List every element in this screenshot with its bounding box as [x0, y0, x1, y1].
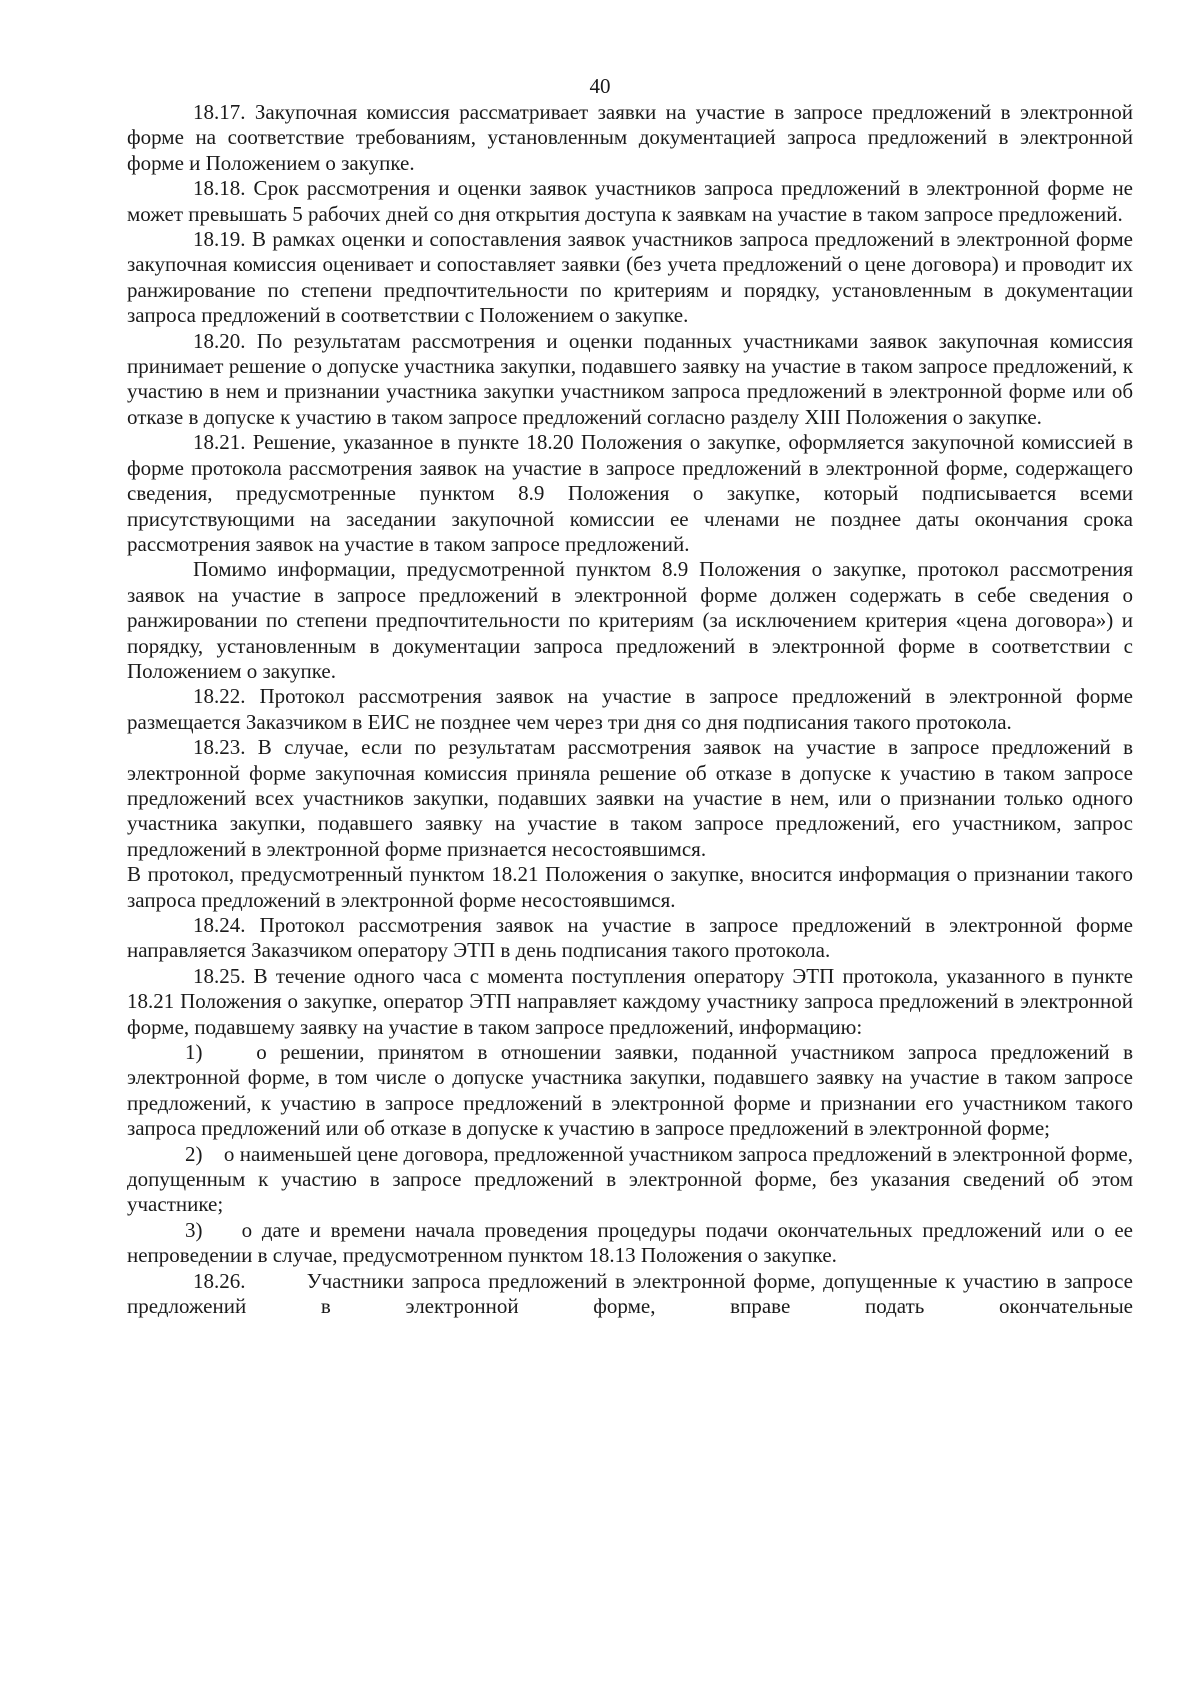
document-body: [127, 100, 1133, 1320]
page-number: 40: [589, 74, 611, 98]
list-item-3: 3) о дате и времени начала проведения процедуры подачи окончательных предложений или о ее непроведении в случае, предусмотренном пунктом 18.13 Положения о закупке.: [127, 1217, 1133, 1268]
paragraph-18-25: 18.25. В течение одного часа с момента поступления оператору ЭТП протокола, указанного в пункте 18.21 Положения о закупке, оператор ЭТП направляет каждому участнику запроса предложений в электронной форме, подавшему заявку на участие в таком запросе предложений, информацию:: [127, 963, 1133, 1039]
paragraph-18-21-addendum: Помимо информации, предусмотренной пунктом 8.9 Положения о закупке, протокол рассмотрения заявок на участие в запросе предложений в электронной форме должен содержать в себе сведения о ранжировании по степени предпочтительности по критериям (за исключением критерия «цена договора») и порядку, установленным в документации запроса предложений в электронной форме в соответствии с Положением о закупке.: [127, 557, 1133, 683]
paragraph-18-18: 18.18. Срок рассмотрения и оценки заявок участников запроса предложений в электронной форме не может превышать 5 рабочих дней со дня открытия доступа к заявкам на участие в таком запросе предложений.: [127, 176, 1133, 226]
paragraph-18-23: 18.23. В случае, если по результатам рассмотрения заявок на участие в запросе предложений в электронной форме закупочная комиссия приняла решение об отказе в допуске к участию в таком запросе предложений всех участников закупки, подавших заявки на участие в нем, или о признании только одного участника закупки, подавшего заявку на участие в таком запросе предложений, его участником, запрос предложений в электронной форме признается несостоявшимся.: [127, 735, 1133, 861]
paragraph-18-23-protocol: В протокол, предусмотренный пунктом 18.21 Положения о закупке, вносится информация о признании такого запроса предложений в электронной форме несостоявшимся.: [127, 862, 1133, 912]
paragraph-18-20: 18.20. По результатам рассмотрения и оценки поданных участниками заявок закупочная комиссия принимает решение о допуске участника закупки, подавшего заявку на участие в таком запросе предложений, к участию в нем и признании участника закупки участником запроса предложений в электронной форме или об отказе в допуске к участию в таком запросе предложений согласно разделу XIII Положения о закупке.: [127, 328, 1133, 429]
paragraph-18-17: 18.17. Закупочная комиссия рассматривает заявки на участие в запросе предложений в электронной форме на соответствие требованиям, установленным документацией запроса предложений в электронной форме и Положением о закупке.: [127, 100, 1133, 175]
paragraph-18-21: 18.21. Решение, указанное в пункте 18.20 Положения о закупке, оформляется закупочной комиссией в форме протокола рассмотрения заявок на участие в запросе предложений в электронной форме, содержащего сведения, предусмотренные пунктом 8.9 Положения о закупке, который подписывается всеми присутствующими на заседании закупочной комиссии ее членами не позднее даты окончания срока рассмотрения заявок на участие в таком запросе предложений.: [127, 430, 1133, 556]
paragraph-18-22: 18.22. Протокол рассмотрения заявок на участие в запросе предложений в электронной форме размещается Заказчиком в ЕИС не позднее чем через три дня со дня подписания такого протокола.: [127, 684, 1133, 734]
paragraph-18-26: 18.26. Участники запроса предложений в электронной форме, допущенные к участию в запросе предложений в электронной форме, вправе подать окончательные: [127, 1268, 1133, 1319]
paragraph-18-19: 18.19. В рамках оценки и сопоставления заявок участников запроса предложений в электронной форме закупочная комиссия оценивает и сопоставляет заявки (без учета предложений о цене договора) и проводит их ранжирование по степени предпочтительности по критериям и порядку, установленным в документации запроса предложений в соответствии с Положением о закупке.: [127, 227, 1133, 328]
list-item-2: 2) о наименьшей цене договора, предложенной участником запроса предложений в электронной форме, допущенным к участию в запросе предложений в электронной форме, без указания сведений об этом участнике;: [127, 1141, 1133, 1217]
list-item-1: 1) о решении, принятом в отношении заявки, поданной участником запроса предложений в электронной форме, в том числе о допуске участника закупки, подавшего заявку на участие в таком запросе предложений, к участию в запросе предложений в электронной форме и признании его участником такого запроса предложений или об отказе в допуске к участию в запросе предложений в электронной форме;: [127, 1040, 1133, 1141]
paragraph-18-24: 18.24. Протокол рассмотрения заявок на участие в запросе предложений в электронной форме направляется Заказчиком оператору ЭТП в день подписания такого протокола.: [127, 913, 1133, 963]
